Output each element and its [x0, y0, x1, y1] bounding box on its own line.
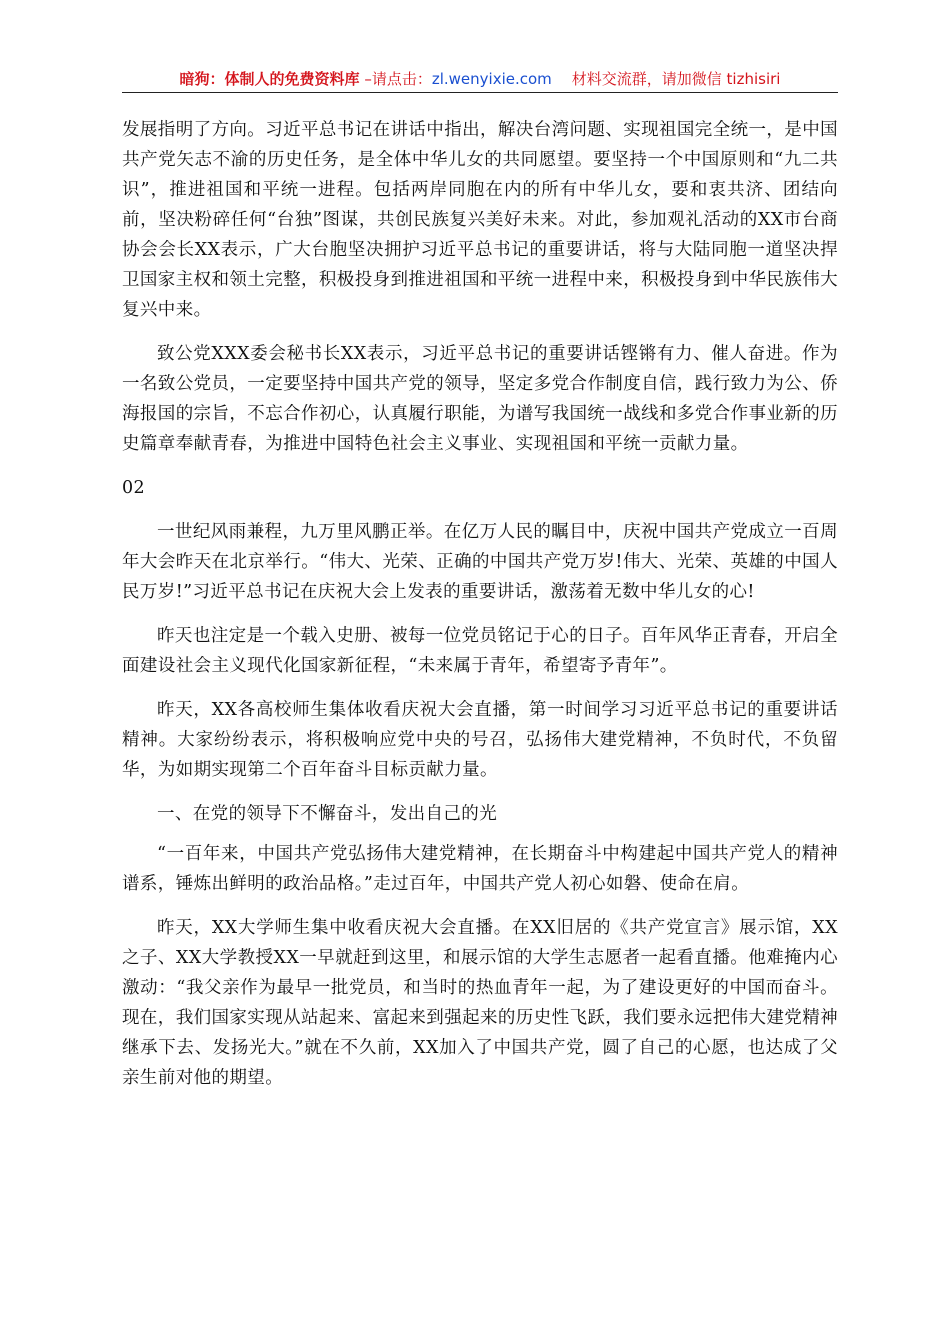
- header-dash: –: [359, 70, 372, 88]
- subheading: 一、在党的领导下不懈奋斗，发出自己的光: [157, 804, 498, 824]
- paragraph: 昨天也注定是一个载入史册、被每一位党员铭记于心的日子。百年风华正青春，开启全面建设社会主义现代化国家新征程，“未来属于青年，希望寄予青年”。: [122, 626, 838, 676]
- paragraph: 昨天，XX各高校师生集体收看庆祝大会直播，第一时间学习习近平总书记的重要讲话精神。大家纷纷表示，将积极响应党中央的号召，弘扬伟大建党精神，不负时代，不负留华，为如期实现第二个百年奋斗目标贡献力量。: [122, 700, 838, 780]
- page-header: [122, 68, 838, 93]
- header-brand: 暗狗：体制人的免费资料库: [179, 70, 360, 88]
- document-body: [122, 115, 838, 1107]
- paragraph: 昨天，XX大学师生集中收看庆祝大会直播。在XX旧居的《共产党宣言》展示馆，XX之子、XX大学教授XX一早就赶到这里，和展示馆的大学生志愿者一起看直播。他难掩内心激动：“我父亲作为最早一批党员，和当时的热血青年一起，为了建设更好的中国而奋斗。现在，我们国家实现从站起来、富起来到强起来的历史性飞跃，我们要永远把伟大建党精神继承下去、发扬光大。”就在不久前，XX加入了中国共产党，圆了自己的心愿，也达成了父亲生前对他的期望。: [122, 918, 838, 1088]
- section-number: 02: [122, 478, 146, 498]
- paragraph: “一百年来，中国共产党弘扬伟大建党精神，在长期奋斗中构建起中国共产党人的精神谱系，锤炼出鲜明的政治品格。”走过百年，中国共产党人初心如磐、使命在肩。: [122, 844, 838, 894]
- paragraph: 致公党XXX委会秘书长XX表示，习近平总书记的重要讲话铿锵有力、催人奋进。作为一名致公党员，一定要坚持中国共产党的领导，坚定多党合作制度自信，践行致力为公、侨海报国的宗旨，不忘合作初心，认真履行职能，为谱写我国统一战线和多党合作事业新的历史篇章奉献青春，为推进中国特色社会主义事业、实现祖国和平统一贡献力量。: [122, 344, 838, 454]
- paragraph-continuation: 发展指明了方向。习近平总书记在讲话中指出，解决台湾问题、实现祖国完全统一，是中国共产党矢志不渝的历史任务，是全体中华儿女的共同愿望。要坚持一个中国原则和“九二共识”，推进祖国和平统一进程。包括两岸同胞在内的所有中华儿女，要和衷共济、团结向前，坚决粉碎任何“台独”图谋，共创民族复兴美好未来。对此，参加观礼活动的XX市台商协会会长XX表示，广大台胞坚决拥护习近平总书记的重要讲话，将与大陆同胞一道坚决捍卫国家主权和领土完整，积极投身到推进祖国和平统一进程中来，积极投身到中华民族伟大复兴中来。: [122, 120, 838, 320]
- header-prompt: 请点击：: [371, 70, 432, 88]
- paragraph: 一世纪风雨兼程，九万里风鹏正举。在亿万人民的瞩目中，庆祝中国共产党成立一百周年大会昨天在北京举行。“伟大、光荣、正确的中国共产党万岁!伟大、光荣、英雄的中国人民万岁!”习近平总书记在庆祝大会上发表的重要讲话，激荡着无数中华儿女的心!: [122, 522, 838, 602]
- header-group-note: 材料交流群，请加微信 tizhisiri: [571, 70, 781, 88]
- header-url-link[interactable]: zl.wenyixie.com: [431, 70, 552, 88]
